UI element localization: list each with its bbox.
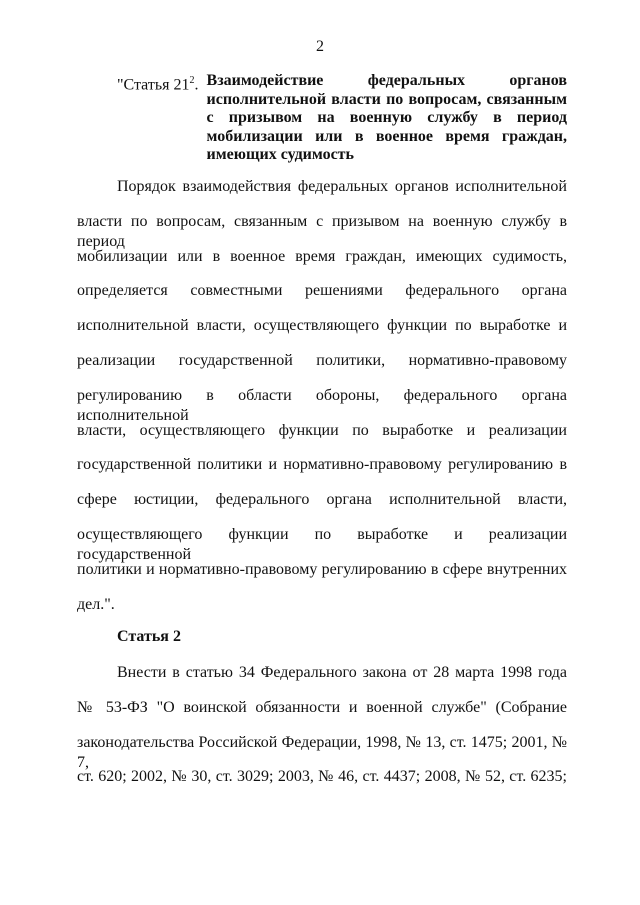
body-line: Порядок взаимодействия федеральных органов исполнительной [117, 178, 567, 195]
article-label-suffix: . [194, 76, 199, 94]
body-line: Внести в статью 34 Федерального закона от 28 марта 1998 года [117, 664, 567, 681]
body-line: реализации государственной политики, нормативно-правовому [77, 351, 567, 369]
article-21-2-body [77, 177, 567, 629]
body-line: определяется совместными решениями федерального органа [77, 282, 567, 300]
title-line: исполнительной власти по вопросам, связанным [206, 90, 567, 108]
body-line: политики и нормативно-правовому регулированию в сфере внутренних [77, 560, 567, 578]
article-21-2-label [117, 72, 207, 165]
title-line: с призывом на военную службу в период [206, 109, 567, 126]
article-21-2-title [207, 72, 567, 165]
article-label-prefix: "Статья 21 [117, 76, 190, 94]
title-line: имеющих судимость [206, 146, 354, 163]
article-21-2-header [117, 72, 567, 165]
page-number: 2 [316, 38, 324, 55]
body-line: осуществляющего функции по выработке и реализации государственной [77, 525, 567, 563]
article-label-superscript: 2 [189, 75, 195, 86]
body-line: власти по вопросам, связанным с призывом на военную службу в период [77, 212, 567, 250]
body-line: дел.". [77, 595, 115, 613]
body-line: сфере юстиции, федерального органа исполнительной власти, [77, 491, 567, 509]
body-line: регулированию в области обороны, федерального органа исполнительной [77, 386, 567, 424]
article-2-body [77, 663, 567, 802]
body-line: № 53-ФЗ "О воинской обязанности и военной службе" (Собрание [77, 698, 567, 716]
title-line: Взаимодействие федеральных органов [206, 72, 567, 89]
title-line: мобилизации или в военное время граждан, [206, 127, 567, 145]
body-line: мобилизации или в военное время граждан, имеющих судимость, [77, 247, 567, 265]
body-line: ст. 620; 2002, № 30, ст. 3029; 2003, № 46, ст. 4437; 2008, № 52, ст. 6235; [77, 768, 567, 786]
body-line: государственной политики и нормативно-правовому регулированию в [77, 456, 567, 474]
body-line: исполнительной власти, осуществляющего функции по выработке и [77, 317, 567, 335]
article-2-heading: Статья 2 [117, 628, 181, 645]
body-line: законодательства Российской Федерации, 1998, № 13, ст. 1475; 2001, № 7, [77, 733, 567, 771]
body-line: власти, осуществляющего функции по выработке и реализации [77, 421, 567, 439]
